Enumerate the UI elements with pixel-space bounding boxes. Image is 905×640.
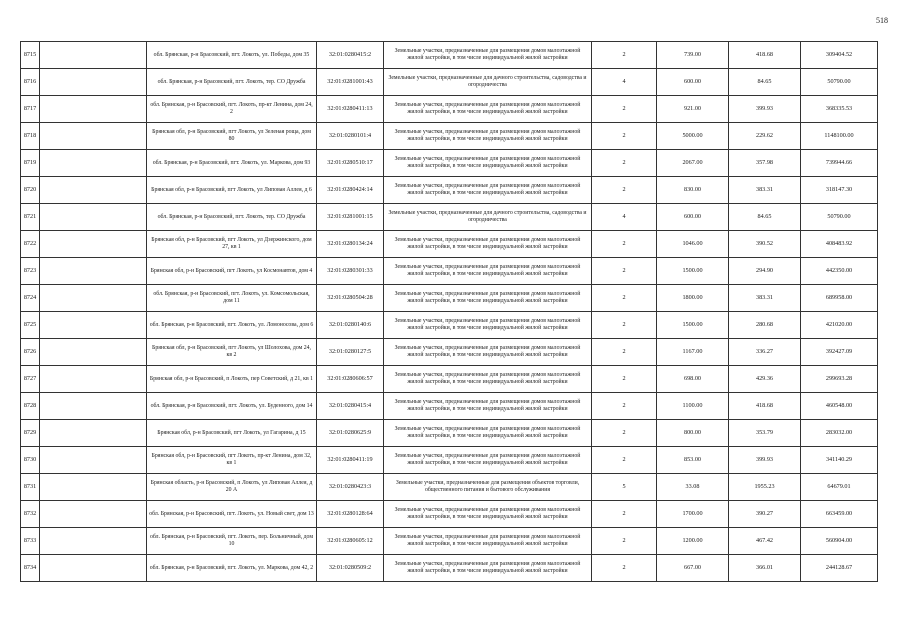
table-row <box>21 177 878 204</box>
specific-value-cell: 390.52 <box>729 231 801 258</box>
blank-cell <box>40 204 147 231</box>
specific-value-cell: 84.65 <box>729 204 801 231</box>
area-cell: 830.00 <box>657 177 729 204</box>
land-use-category-cell: Земельные участки, предназначенные для размещения домов малоэтажной жилой застройки, в том числе индивидуальной жилой застройки <box>384 555 592 582</box>
area-cell: 1700.00 <box>657 501 729 528</box>
blank-cell <box>40 366 147 393</box>
cadastral-value-cell: 442350.00 <box>801 258 878 285</box>
group-code-cell: 2 <box>592 501 657 528</box>
specific-value-cell: 399.93 <box>729 447 801 474</box>
cadastral-value-cell: 299693.28 <box>801 366 878 393</box>
specific-value-cell: 357.98 <box>729 150 801 177</box>
specific-value-cell: 383.31 <box>729 285 801 312</box>
cadastral-number-cell: 32:01:0280504:28 <box>317 285 384 312</box>
land-use-category-cell: Земельные участки, предназначенные для размещения домов малоэтажной жилой застройки, в том числе индивидуальной жилой застройки <box>384 123 592 150</box>
table-row <box>21 474 878 501</box>
land-use-category-cell: Земельные участки, предназначенные для размещения домов малоэтажной жилой застройки, в том числе индивидуальной жилой застройки <box>384 177 592 204</box>
area-cell: 1500.00 <box>657 312 729 339</box>
cadastral-number-cell: 32:01:0280606:57 <box>317 366 384 393</box>
row-number-cell: 8717 <box>21 96 40 123</box>
area-cell: 2067.00 <box>657 150 729 177</box>
address-cell: обл. Брянская, р-н Брасовский, пгт. Локоть, ул. Маркова, дом 93 <box>147 150 317 177</box>
table-row <box>21 420 878 447</box>
specific-value-cell: 366.01 <box>729 555 801 582</box>
group-code-cell: 2 <box>592 177 657 204</box>
table-row <box>21 231 878 258</box>
land-use-category-cell: Земельные участки, предназначенные для размещения объектов торговли, общественного питания и бытового обслуживания <box>384 474 592 501</box>
area-cell: 739.00 <box>657 42 729 69</box>
address-cell: Брянская обл, р-н Брасовский, пгт Локоть, ул Дзержинского, дом 27, кв 1 <box>147 231 317 258</box>
cadastral-value-cell: 64679.01 <box>801 474 878 501</box>
cadastral-value-cell: 50790.00 <box>801 69 878 96</box>
specific-value-cell: 294.90 <box>729 258 801 285</box>
table-row <box>21 96 878 123</box>
group-code-cell: 2 <box>592 393 657 420</box>
row-number-cell: 8726 <box>21 339 40 366</box>
land-use-category-cell: Земельные участки, предназначенные для размещения домов малоэтажной жилой застройки, в том числе индивидуальной жилой застройки <box>384 150 592 177</box>
table-row <box>21 258 878 285</box>
area-cell: 800.00 <box>657 420 729 447</box>
cadastral-number-cell: 32:01:0280415:2 <box>317 42 384 69</box>
row-number-cell: 8715 <box>21 42 40 69</box>
specific-value-cell: 336.27 <box>729 339 801 366</box>
specific-value-cell: 353.79 <box>729 420 801 447</box>
cadastral-value-cell: 244128.67 <box>801 555 878 582</box>
cadastral-number-cell: 32:01:0280625:9 <box>317 420 384 447</box>
area-cell: 853.00 <box>657 447 729 474</box>
blank-cell <box>40 339 147 366</box>
blank-cell <box>40 393 147 420</box>
blank-cell <box>40 150 147 177</box>
address-cell: обл. Брянская, р-н Брасовский, пгт. Локоть, пр-кт Ленина, дом 24, 2 <box>147 96 317 123</box>
cadastral-number-cell: 32:01:0280411:13 <box>317 96 384 123</box>
land-use-category-cell: Земельные участки, предназначенные для размещения домов малоэтажной жилой застройки, в том числе индивидуальной жилой застройки <box>384 528 592 555</box>
group-code-cell: 5 <box>592 474 657 501</box>
address-cell: обл. Брянская, р-н Брасовский, пгт. Локоть, тер. СО Дружба <box>147 69 317 96</box>
table-row <box>21 312 878 339</box>
address-cell: Брянская обл, р-н Брасовский, пгт Локоть, ул Зеленая роща, дом 80 <box>147 123 317 150</box>
cadastral-value-cell: 341140.29 <box>801 447 878 474</box>
table-row <box>21 555 878 582</box>
blank-cell <box>40 555 147 582</box>
row-number-cell: 8731 <box>21 474 40 501</box>
cadastral-value-cell: 663459.00 <box>801 501 878 528</box>
address-cell: обл. Брянская, р-н Брасовский, пгт. Локоть, пер. Больничный, дом 10 <box>147 528 317 555</box>
cadastral-value-cell: 421020.00 <box>801 312 878 339</box>
cadastral-value-cell: 318147.30 <box>801 177 878 204</box>
land-use-category-cell: Земельные участки, предназначенные для размещения домов малоэтажной жилой застройки, в том числе индивидуальной жилой застройки <box>384 501 592 528</box>
table-row <box>21 42 878 69</box>
row-number-cell: 8732 <box>21 501 40 528</box>
land-use-category-cell: Земельные участки, предназначенные для размещения домов малоэтажной жилой застройки, в том числе индивидуальной жилой застройки <box>384 258 592 285</box>
address-cell: обл. Брянская, р-н Брасовский, пгт. Локоть, ул. Победы, дом 35 <box>147 42 317 69</box>
row-number-cell: 8721 <box>21 204 40 231</box>
row-number-cell: 8718 <box>21 123 40 150</box>
land-use-category-cell: Земельные участки, предназначенные для размещения домов малоэтажной жилой застройки, в том числе индивидуальной жилой застройки <box>384 393 592 420</box>
blank-cell <box>40 420 147 447</box>
row-number-cell: 8724 <box>21 285 40 312</box>
cadastral-value-cell: 408483.92 <box>801 231 878 258</box>
group-code-cell: 2 <box>592 42 657 69</box>
land-use-category-cell: Земельные участки, предназначенные для размещения домов малоэтажной жилой застройки, в том числе индивидуальной жилой застройки <box>384 447 592 474</box>
group-code-cell: 2 <box>592 258 657 285</box>
table-row <box>21 528 878 555</box>
cadastral-number-cell: 32:01:0280415:4 <box>317 393 384 420</box>
cadastral-number-cell: 32:01:0280605:12 <box>317 528 384 555</box>
cadastral-value-cell: 283032.00 <box>801 420 878 447</box>
group-code-cell: 2 <box>592 447 657 474</box>
blank-cell <box>40 258 147 285</box>
row-number-cell: 8723 <box>21 258 40 285</box>
blank-cell <box>40 177 147 204</box>
cadastral-value-cell: 739944.66 <box>801 150 878 177</box>
land-use-category-cell: Земельные участки, предназначенные для размещения домов малоэтажной жилой застройки, в том числе индивидуальной жилой застройки <box>384 231 592 258</box>
row-number-cell: 8725 <box>21 312 40 339</box>
specific-value-cell: 1955.23 <box>729 474 801 501</box>
row-number-cell: 8727 <box>21 366 40 393</box>
land-use-category-cell: Земельные участки, предназначенные для размещения домов малоэтажной жилой застройки, в том числе индивидуальной жилой застройки <box>384 312 592 339</box>
specific-value-cell: 383.31 <box>729 177 801 204</box>
cadastral-number-cell: 32:01:0280140:6 <box>317 312 384 339</box>
cadastral-value-cell: 50790.00 <box>801 204 878 231</box>
table-row <box>21 501 878 528</box>
group-code-cell: 2 <box>592 420 657 447</box>
table-row <box>21 447 878 474</box>
cadastral-number-cell: 32:01:0280411:19 <box>317 447 384 474</box>
cadastral-number-cell: 32:01:0280101:4 <box>317 123 384 150</box>
area-cell: 667.00 <box>657 555 729 582</box>
blank-cell <box>40 42 147 69</box>
table-row <box>21 366 878 393</box>
group-code-cell: 2 <box>592 231 657 258</box>
row-number-cell: 8719 <box>21 150 40 177</box>
area-cell: 33.08 <box>657 474 729 501</box>
row-number-cell: 8720 <box>21 177 40 204</box>
row-number-cell: 8729 <box>21 420 40 447</box>
cadastral-number-cell: 32:01:0281001:15 <box>317 204 384 231</box>
group-code-cell: 2 <box>592 555 657 582</box>
row-number-cell: 8730 <box>21 447 40 474</box>
land-use-category-cell: Земельные участки, предназначенные для размещения домов малоэтажной жилой застройки, в том числе индивидуальной жилой застройки <box>384 42 592 69</box>
cadastral-value-cell: 560904.00 <box>801 528 878 555</box>
area-cell: 1100.00 <box>657 393 729 420</box>
blank-cell <box>40 528 147 555</box>
table-row <box>21 393 878 420</box>
cadastral-number-cell: 32:01:0281001:43 <box>317 69 384 96</box>
table-row <box>21 339 878 366</box>
address-cell: Брянская область, р-н Брасовский, п Локоть, ул Липовая Аллея, д 20 А <box>147 474 317 501</box>
specific-value-cell: 418.68 <box>729 42 801 69</box>
area-cell: 1500.00 <box>657 258 729 285</box>
area-cell: 600.00 <box>657 69 729 96</box>
address-cell: обл. Брянская, р-н Брасовский, пгт. Локоть, ул. Новый свет, дом 13 <box>147 501 317 528</box>
table-body <box>21 42 878 582</box>
group-code-cell: 2 <box>592 366 657 393</box>
cadastral-number-cell: 32:01:0280510:17 <box>317 150 384 177</box>
address-cell: обл. Брянская, р-н Брасовский, пгт. Локоть, ул. Маркова, дом 42, 2 <box>147 555 317 582</box>
group-code-cell: 4 <box>592 69 657 96</box>
cadastral-number-cell: 32:01:0280509:2 <box>317 555 384 582</box>
land-registry-table <box>20 41 878 582</box>
address-cell: обл. Брянская, р-н Брасовский, пгт. Локоть, ул. Комсомольская, дом 11 <box>147 285 317 312</box>
row-number-cell: 8733 <box>21 528 40 555</box>
land-use-category-cell: Земельные участки, предназначенные для дачного строительства, садоводства и огородничества <box>384 204 592 231</box>
area-cell: 1167.00 <box>657 339 729 366</box>
area-cell: 1800.00 <box>657 285 729 312</box>
table-row <box>21 204 878 231</box>
group-code-cell: 2 <box>592 285 657 312</box>
group-code-cell: 2 <box>592 150 657 177</box>
page-number: 518 <box>876 16 888 25</box>
area-cell: 600.00 <box>657 204 729 231</box>
group-code-cell: 2 <box>592 528 657 555</box>
blank-cell <box>40 123 147 150</box>
area-cell: 698.00 <box>657 366 729 393</box>
table-row <box>21 69 878 96</box>
row-number-cell: 8734 <box>21 555 40 582</box>
cadastral-number-cell: 32:01:0280134:24 <box>317 231 384 258</box>
cadastral-value-cell: 368335.53 <box>801 96 878 123</box>
group-code-cell: 4 <box>592 204 657 231</box>
land-use-category-cell: Земельные участки, предназначенные для размещения домов малоэтажной жилой застройки, в том числе индивидуальной жилой застройки <box>384 96 592 123</box>
specific-value-cell: 390.27 <box>729 501 801 528</box>
address-cell: обл. Брянская, р-н Брасовский, пгт. Локоть, тер. СО Дружба <box>147 204 317 231</box>
cadastral-value-cell: 1148100.00 <box>801 123 878 150</box>
group-code-cell: 2 <box>592 339 657 366</box>
cadastral-number-cell: 32:01:0280424:14 <box>317 177 384 204</box>
area-cell: 921.00 <box>657 96 729 123</box>
land-use-category-cell: Земельные участки, предназначенные для размещения домов малоэтажной жилой застройки, в том числе индивидуальной жилой застройки <box>384 285 592 312</box>
land-use-category-cell: Земельные участки, предназначенные для размещения домов малоэтажной жилой застройки, в том числе индивидуальной жилой застройки <box>384 420 592 447</box>
land-use-category-cell: Земельные участки, предназначенные для дачного строительства, садоводства и огородничества <box>384 69 592 96</box>
table-row <box>21 123 878 150</box>
table-row <box>21 150 878 177</box>
table-row <box>21 285 878 312</box>
land-use-category-cell: Земельные участки, предназначенные для размещения домов малоэтажной жилой застройки, в том числе индивидуальной жилой застройки <box>384 339 592 366</box>
address-cell: Брянская обл, р-н Брасовский, пгт Локоть, ул Шолохова, дом 24, кв 2 <box>147 339 317 366</box>
row-number-cell: 8722 <box>21 231 40 258</box>
address-cell: Брянская обл, р-н Брасовский, пгт Локоть, ул Космонавтов, дом 4 <box>147 258 317 285</box>
cadastral-number-cell: 32:01:0280301:33 <box>317 258 384 285</box>
row-number-cell: 8728 <box>21 393 40 420</box>
specific-value-cell: 229.62 <box>729 123 801 150</box>
address-cell: Брянская обл, р-н Брасовский, пгт Локоть, ул Гагарина, д 15 <box>147 420 317 447</box>
group-code-cell: 2 <box>592 312 657 339</box>
area-cell: 1200.00 <box>657 528 729 555</box>
cadastral-value-cell: 392427.09 <box>801 339 878 366</box>
cadastral-number-cell: 32:01:0280128:64 <box>317 501 384 528</box>
blank-cell <box>40 96 147 123</box>
cadastral-number-cell: 32:01:0280127:5 <box>317 339 384 366</box>
area-cell: 5000.00 <box>657 123 729 150</box>
blank-cell <box>40 312 147 339</box>
specific-value-cell: 467.42 <box>729 528 801 555</box>
cadastral-value-cell: 460548.00 <box>801 393 878 420</box>
group-code-cell: 2 <box>592 96 657 123</box>
address-cell: Брянская обл, р-н Брасовский, пгт Локоть, пр-кт Ленина, дом 32, кв 1 <box>147 447 317 474</box>
address-cell: Брянская обл, р-н Брасовский, пгт Локоть, ул Липовая Аллея, д 6 <box>147 177 317 204</box>
blank-cell <box>40 447 147 474</box>
address-cell: обл. Брянская, р-н Брасовский, пгт. Локоть, ул. Ломоносова, дом 6 <box>147 312 317 339</box>
land-use-category-cell: Земельные участки, предназначенные для размещения домов малоэтажной жилой застройки, в том числе индивидуальной жилой застройки <box>384 366 592 393</box>
cadastral-number-cell: 32:01:0280423:3 <box>317 474 384 501</box>
specific-value-cell: 84.65 <box>729 69 801 96</box>
blank-cell <box>40 285 147 312</box>
specific-value-cell: 429.36 <box>729 366 801 393</box>
specific-value-cell: 418.68 <box>729 393 801 420</box>
address-cell: Брянская обл, р-н Брасовский, п Локоть, пер Советский, д 21, кв 1 <box>147 366 317 393</box>
cadastral-value-cell: 689958.00 <box>801 285 878 312</box>
specific-value-cell: 399.93 <box>729 96 801 123</box>
blank-cell <box>40 231 147 258</box>
blank-cell <box>40 501 147 528</box>
row-number-cell: 8716 <box>21 69 40 96</box>
address-cell: обл. Брянская, р-н Брасовский, пгт. Локоть, ул. Буденного, дом 14 <box>147 393 317 420</box>
blank-cell <box>40 474 147 501</box>
cadastral-value-cell: 309404.52 <box>801 42 878 69</box>
area-cell: 1046.00 <box>657 231 729 258</box>
specific-value-cell: 280.68 <box>729 312 801 339</box>
group-code-cell: 2 <box>592 123 657 150</box>
blank-cell <box>40 69 147 96</box>
